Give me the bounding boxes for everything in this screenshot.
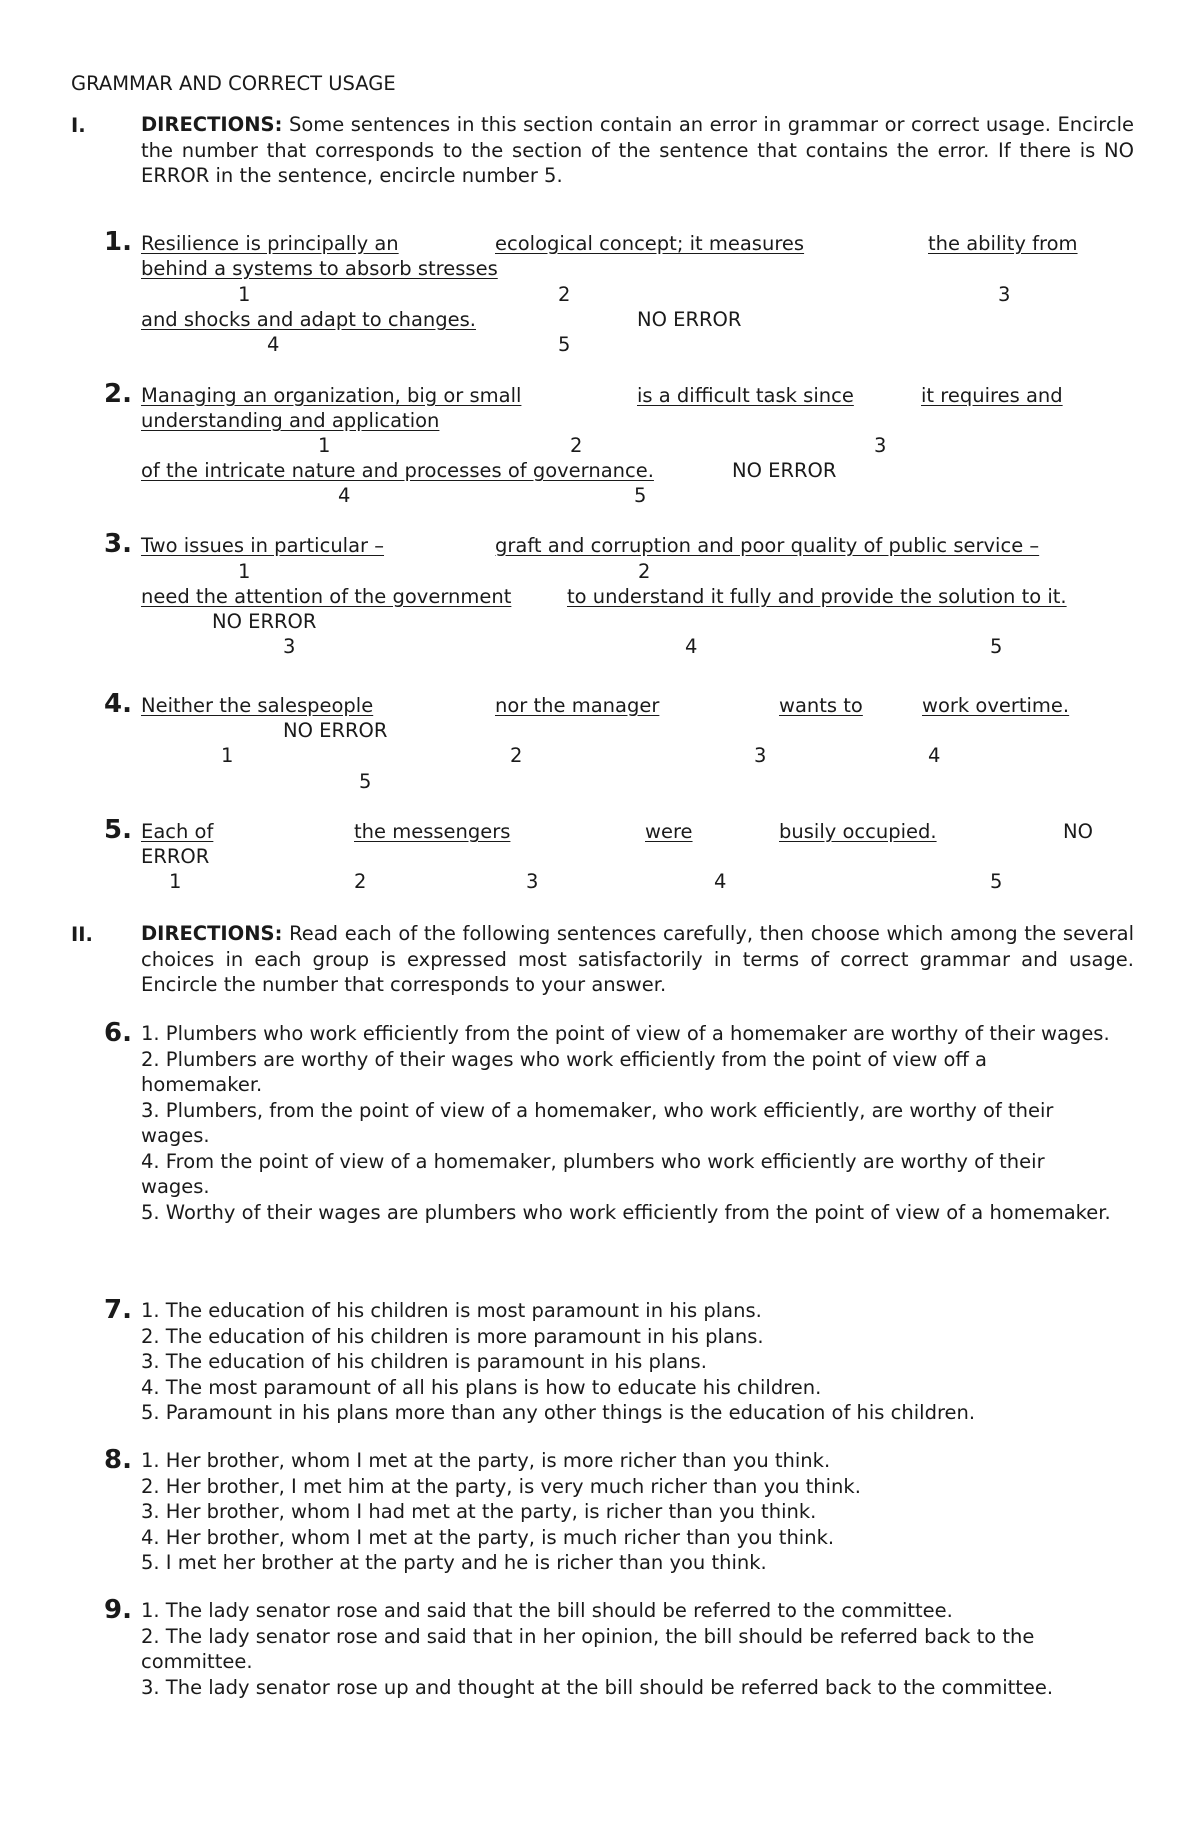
q4-no-error: NO ERROR <box>283 719 388 742</box>
q8-number: 8. <box>104 1445 132 1475</box>
q1-segment-3a: the ability from <box>928 232 1078 255</box>
q2-choice-4[interactable]: 4 <box>338 484 351 507</box>
q2-segment-3a: it requires and <box>921 384 1063 407</box>
q3-segment-2: graft and corruption and poor quality of public service – <box>495 534 1040 557</box>
q9-option-2[interactable]: 2. The lady senator rose and said that in her opinion, the bill should be referred back to the committee. <box>141 1624 1035 1673</box>
q8-option-4[interactable]: 4. Her brother, whom I met at the party, is much richer than you think. <box>141 1525 835 1549</box>
q1-segment-1: Resilience is principally an <box>141 232 399 255</box>
q6-option-5[interactable]: 5. Worthy of their wages are plumbers who work efficiently from the point of view of a homemaker. <box>141 1200 1111 1224</box>
q8-option-5[interactable]: 5. I met her brother at the party and he is richer than you think. <box>141 1551 767 1574</box>
q1-choice-4[interactable]: 4 <box>267 333 280 356</box>
q5-choice-1[interactable]: 1 <box>169 870 182 893</box>
q6-option-2[interactable]: 2. Plumbers are worthy of their wages who work efficiently from the point of view off a homemaker. <box>141 1047 988 1096</box>
q6-number: 6. <box>104 1018 132 1048</box>
q4-number: 4. <box>104 689 132 719</box>
q7-option-3[interactable]: 3. The education of his children is paramount in his plans. <box>141 1350 707 1373</box>
q1-choice-1[interactable]: 1 <box>238 283 251 306</box>
q4-choice-5[interactable]: 5 <box>359 770 372 793</box>
q1-choice-5[interactable]: 5 <box>558 333 571 356</box>
q7-options <box>141 1298 1111 1426</box>
q7-option-1[interactable]: 1. The education of his children is most paramount in his plans. <box>141 1299 762 1322</box>
q2-segment-3b: understanding and application <box>141 409 440 432</box>
q1-no-error: NO ERROR <box>637 308 742 331</box>
q4-segment-4: work overtime. <box>922 694 1070 717</box>
q1-segment-2: ecological concept; it measures <box>495 232 805 255</box>
q3-number: 3. <box>104 529 132 559</box>
q5-choice-5[interactable]: 5 <box>990 870 1003 893</box>
q1-choice-2[interactable]: 2 <box>558 283 571 306</box>
q6-option-4[interactable]: 4. From the point of view of a homemaker, plumbers who work efficiently are worthy of their wages. <box>141 1149 1045 1198</box>
q5-segment-3: were <box>645 820 693 843</box>
q2-segment-4: of the intricate nature and processes of governance. <box>141 459 654 482</box>
q5-no-error-a: NO <box>1063 820 1093 843</box>
part2-roman: II. <box>71 923 93 946</box>
q7-number: 7. <box>104 1295 132 1325</box>
q2-number: 2. <box>104 379 132 409</box>
q1-number: 1. <box>104 227 132 257</box>
q8-options <box>141 1448 1111 1576</box>
q9-options <box>141 1598 1111 1700</box>
part1-directions-label: DIRECTIONS: <box>141 113 283 136</box>
q3-choice-5[interactable]: 5 <box>990 635 1003 658</box>
q2-choice-2[interactable]: 2 <box>570 434 583 457</box>
q8-option-1[interactable]: 1. Her brother, whom I met at the party, is more richer than you think. <box>141 1449 831 1472</box>
part1-directions-text: Some sentences in this section contain an error in grammar or correct usage. Encircle the number that corresponds to the section of the sentence that contains the error. If there is NO ERROR in the sentence, encircle number 5. <box>141 113 1135 187</box>
q4-segment-3: wants to <box>779 694 863 717</box>
q3-choice-1[interactable]: 1 <box>238 560 251 583</box>
q3-choice-2[interactable]: 2 <box>638 560 651 583</box>
q1-segment-3b: behind a systems to absorb stresses <box>141 257 498 280</box>
part1-directions <box>141 112 1134 189</box>
q3-segment-3: need the attention of the government <box>141 585 512 608</box>
part2-directions <box>141 921 1134 998</box>
q5-segment-4: busily occupied. <box>779 820 937 843</box>
q7-option-4[interactable]: 4. The most paramount of all his plans is how to educate his children. <box>141 1375 822 1399</box>
q4-segment-2: nor the manager <box>495 694 660 717</box>
q3-segment-1: Two issues in particular – <box>141 534 385 557</box>
q4-segment-1: Neither the salespeople <box>141 694 374 717</box>
q4-choice-2[interactable]: 2 <box>510 744 523 767</box>
q2-no-error: NO ERROR <box>732 459 837 482</box>
q7-option-2[interactable]: 2. The education of his children is more paramount in his plans. <box>141 1324 764 1348</box>
q5-choice-4[interactable]: 4 <box>714 870 727 893</box>
q6-option-3[interactable]: 3. Plumbers, from the point of view of a homemaker, who work efficiently, are worthy of their wages. <box>141 1098 1054 1147</box>
q2-segment-1: Managing an organization, big or small <box>141 384 522 407</box>
q3-segment-4: to understand it fully and provide the solution to it. <box>567 585 1067 608</box>
q5-segment-2: the messengers <box>354 820 511 843</box>
part2-directions-label: DIRECTIONS: <box>141 922 283 945</box>
q5-number: 5. <box>104 815 132 845</box>
q3-no-error: NO ERROR <box>212 610 317 633</box>
q6-option-1[interactable]: 1. Plumbers who work efficiently from the point of view of a homemaker are worthy of their wages. <box>141 1022 1110 1045</box>
q4-choice-1[interactable]: 1 <box>221 744 234 767</box>
q6-options <box>141 1021 1111 1225</box>
q9-number: 9. <box>104 1595 132 1625</box>
part1-roman: I. <box>71 114 86 137</box>
q8-option-3[interactable]: 3. Her brother, whom I had met at the party, is richer than you think. <box>141 1500 817 1523</box>
q2-segment-2: is a difficult task since <box>637 384 854 407</box>
q7-option-5[interactable]: 5. Paramount in his plans more than any other things is the education of his children. <box>141 1401 976 1424</box>
q1-segment-4: and shocks and adapt to changes. <box>141 308 476 331</box>
q5-choice-3[interactable]: 3 <box>526 870 539 893</box>
q2-choice-5[interactable]: 5 <box>634 484 647 507</box>
q5-choice-2[interactable]: 2 <box>354 870 367 893</box>
q5-segment-1: Each of <box>141 820 214 843</box>
q1-choice-3[interactable]: 3 <box>998 283 1011 306</box>
q3-choice-3[interactable]: 3 <box>283 635 296 658</box>
q9-option-3[interactable]: 3. The lady senator rose up and thought at the bill should be referred back to the committee. <box>141 1675 1054 1699</box>
q3-choice-4[interactable]: 4 <box>685 635 698 658</box>
page-title: GRAMMAR AND CORRECT USAGE <box>71 72 396 95</box>
q4-choice-4[interactable]: 4 <box>928 744 941 767</box>
q2-choice-1[interactable]: 1 <box>318 434 331 457</box>
q4-choice-3[interactable]: 3 <box>754 744 767 767</box>
q2-choice-3[interactable]: 3 <box>874 434 887 457</box>
part2-directions-text: Read each of the following sentences carefully, then choose which among the several choices in each group is expressed most satisfactorily in terms of correct grammar and usage. Encircle the number that corresponds to your answer. <box>141 922 1134 996</box>
q8-option-2[interactable]: 2. Her brother, I met him at the party, is very much richer than you think. <box>141 1474 861 1498</box>
q5-no-error-b: ERROR <box>141 845 210 868</box>
q9-option-1[interactable]: 1. The lady senator rose and said that the bill should be referred to the committee. <box>141 1599 953 1622</box>
